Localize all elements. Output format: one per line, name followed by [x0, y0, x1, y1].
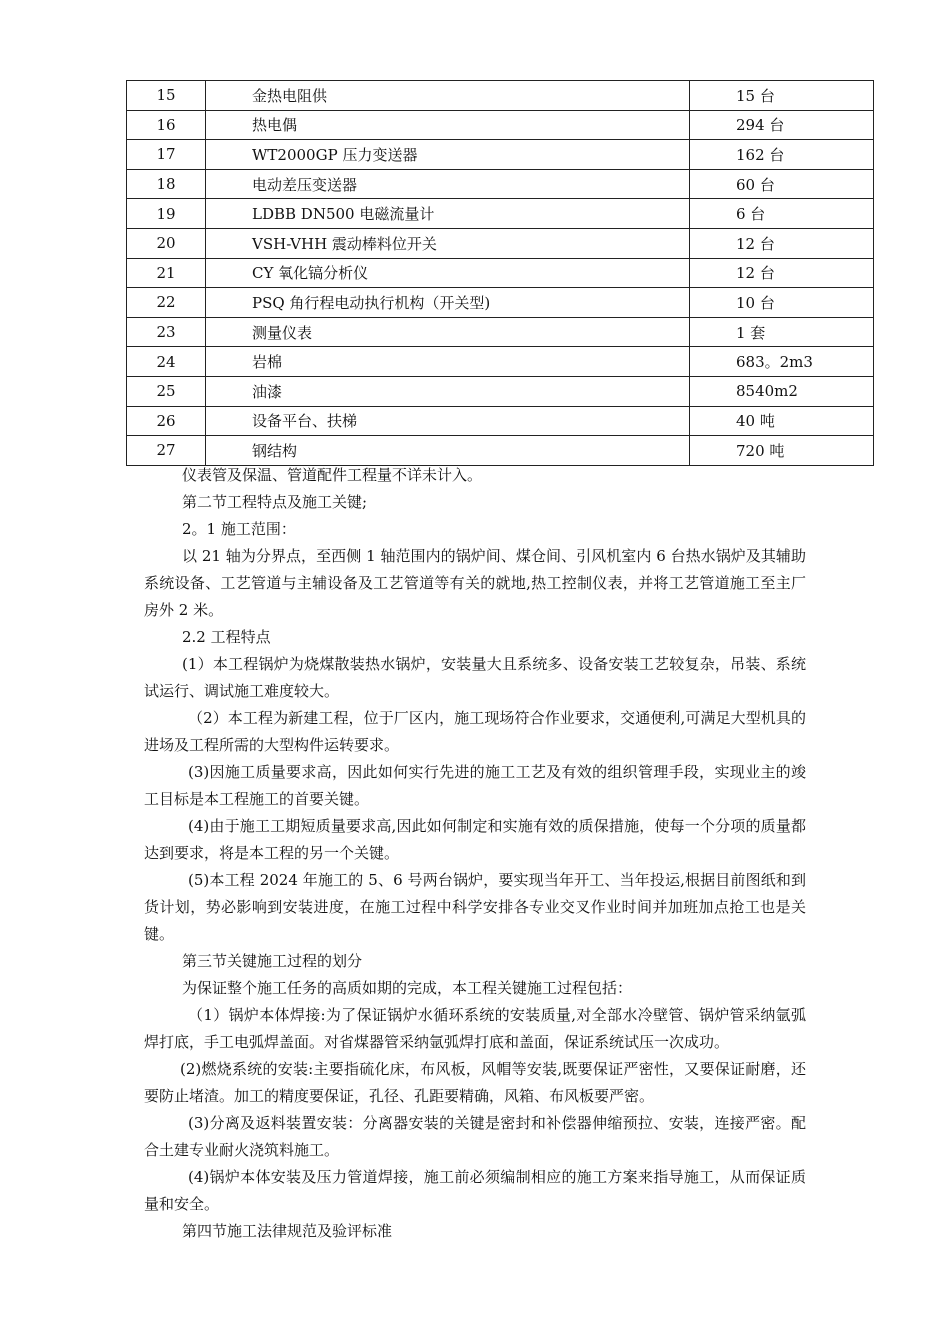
row-number-cell: 20: [127, 228, 206, 258]
table-row: [127, 288, 874, 318]
feature-4-paragraph: (4)由于施工工期短质量要求高,因此如何制定和实施有效的质保措施，使每一个分项的质量都达到要求，将是本工程的另一个关键。: [144, 817, 806, 862]
quantity-cell: 683。2m3: [690, 347, 874, 377]
table-row: [127, 317, 874, 347]
item-name-cell: 设备平台、扶梯: [206, 406, 690, 436]
scope-heading: 2。1 施工范围：: [182, 520, 296, 538]
section2-title: 第二节工程特点及施工关键;: [182, 493, 368, 511]
row-number-cell: 24: [127, 347, 206, 377]
quantity-cell: 60 台: [690, 169, 874, 199]
table-row: [127, 228, 874, 258]
feature-5-paragraph: (5)本工程 2024 年施工的 5、6 号两台锅炉，要实现当年开工、当年投运,根据目前图纸和到货计划，势必影响到安装进度，在施工过程中科学安排各专业交叉作业时间并加班加点抢工也是关键。: [144, 871, 806, 943]
row-number-cell: 25: [127, 376, 206, 406]
quantity-cell: 294 台: [690, 110, 874, 140]
table-row: [127, 199, 874, 229]
feature-1-paragraph: (1）本工程锅炉为烧煤散装热水锅炉，安装量大且系统多、设备安装工艺较复杂，吊装、系统试运行、调试施工难度较大。: [144, 655, 806, 700]
item-name-cell: 岩棉: [206, 347, 690, 377]
equipment-table-wrapper: [126, 80, 874, 466]
key-process-3-paragraph: (3)分离及返料装置安装：分离器安装的关键是密封和补偿器伸缩预拉、安装，连接严密。配合土建专业耐火浇筑料施工。: [144, 1114, 806, 1159]
quantity-cell: 40 吨: [690, 406, 874, 436]
table-row: [127, 347, 874, 377]
table-row: [127, 376, 874, 406]
row-number-cell: 21: [127, 258, 206, 288]
item-name-cell: 油漆: [206, 376, 690, 406]
item-name-cell: VSH-VHH 震动棒料位开关: [206, 228, 690, 258]
equipment-table: [126, 80, 874, 466]
item-name-cell: PSQ 角行程电动执行机构（开关型): [206, 288, 690, 318]
key-process-1-paragraph: （1）锅炉本体焊接:为了保证锅炉水循环系统的安装质量,对全部水冷壁管、锅炉管采纳氩弧焊打底，手工电弧焊盖面。对省煤器管采纳氩弧焊打底和盖面，保证系统试压一次成功。: [144, 1006, 806, 1051]
quantity-cell: 6 台: [690, 199, 874, 229]
quantity-cell: 15 台: [690, 81, 874, 111]
section3-title: 第三节关键施工过程的划分: [182, 952, 363, 970]
equipment-table-body: [127, 81, 874, 466]
item-name-cell: 热电偶: [206, 110, 690, 140]
table-row: [127, 110, 874, 140]
table-row: [127, 81, 874, 111]
table-row: [127, 406, 874, 436]
quantity-cell: 10 台: [690, 288, 874, 318]
key-process-4-paragraph: (4)锅炉本体安装及压力管道焊接，施工前必须编制相应的施工方案来指导施工，从而保证质量和安全。: [144, 1168, 806, 1213]
row-number-cell: 15: [127, 81, 206, 111]
row-number-cell: 19: [127, 199, 206, 229]
row-number-cell: 26: [127, 406, 206, 436]
quantity-cell: 8540m2: [690, 376, 874, 406]
item-name-cell: 电动差压变送器: [206, 169, 690, 199]
document-body: [144, 462, 806, 1245]
item-name-cell: 测量仪表: [206, 317, 690, 347]
item-name-cell: CY 氧化镐分析仪: [206, 258, 690, 288]
features-heading: 2.2 工程特点: [182, 628, 271, 646]
feature-3-paragraph: (3)因施工质量要求高，因此如何实行先进的施工工艺及有效的组织管理手段，实现业主的竣工目标是本工程施工的首要关键。: [144, 763, 806, 808]
item-name-cell: 金热电阻供: [206, 81, 690, 111]
table-row: [127, 258, 874, 288]
quantity-cell: 1 套: [690, 317, 874, 347]
row-number-cell: 22: [127, 288, 206, 318]
row-number-cell: 27: [127, 436, 206, 466]
row-number-cell: 23: [127, 317, 206, 347]
key-process-2-paragraph: (2)燃烧系统的安装:主要指硫化床，布风板，风帽等安装,既要保证严密性，又要保证耐磨，还要防止堵渣。加工的精度要保证，孔径、孔距要精确，风箱、布风板要严密。: [144, 1060, 806, 1105]
item-name-cell: 钢结构: [206, 436, 690, 466]
row-number-cell: 18: [127, 169, 206, 199]
quantity-cell: 12 台: [690, 228, 874, 258]
quantity-cell: 12 台: [690, 258, 874, 288]
row-number-cell: 16: [127, 110, 206, 140]
item-name-cell: LDBB DN500 电磁流量计: [206, 199, 690, 229]
table-row: [127, 140, 874, 170]
note-paragraph: 仪表管及保温、管道配件工程量不详未计入。: [182, 466, 483, 484]
table-row: [127, 169, 874, 199]
row-number-cell: 17: [127, 140, 206, 170]
quantity-cell: 162 台: [690, 140, 874, 170]
table-row: [127, 436, 874, 466]
scope-paragraph: 以 21 轴为分界点，至西侧 1 轴范围内的锅炉间、煤仓间、引风机室内 6 台热水锅炉及其辅助系统设备、工艺管道与主辅设备及工艺管道等有关的就地,热工控制仪表，并将工艺管道施工至主厂房外 2 米。: [144, 547, 806, 619]
item-name-cell: WT2000GP 压力变送器: [206, 140, 690, 170]
section4-title: 第四节施工法律规范及验评标准: [182, 1222, 393, 1240]
section3-intro: 为保证整个施工任务的高质如期的完成，本工程关键施工过程包括：: [182, 979, 633, 997]
feature-2-paragraph: （2）本工程为新建工程，位于厂区内，施工现场符合作业要求，交通便利,可满足大型机具的进场及工程所需的大型构件运转要求。: [144, 709, 806, 754]
quantity-cell: 720 吨: [690, 436, 874, 466]
